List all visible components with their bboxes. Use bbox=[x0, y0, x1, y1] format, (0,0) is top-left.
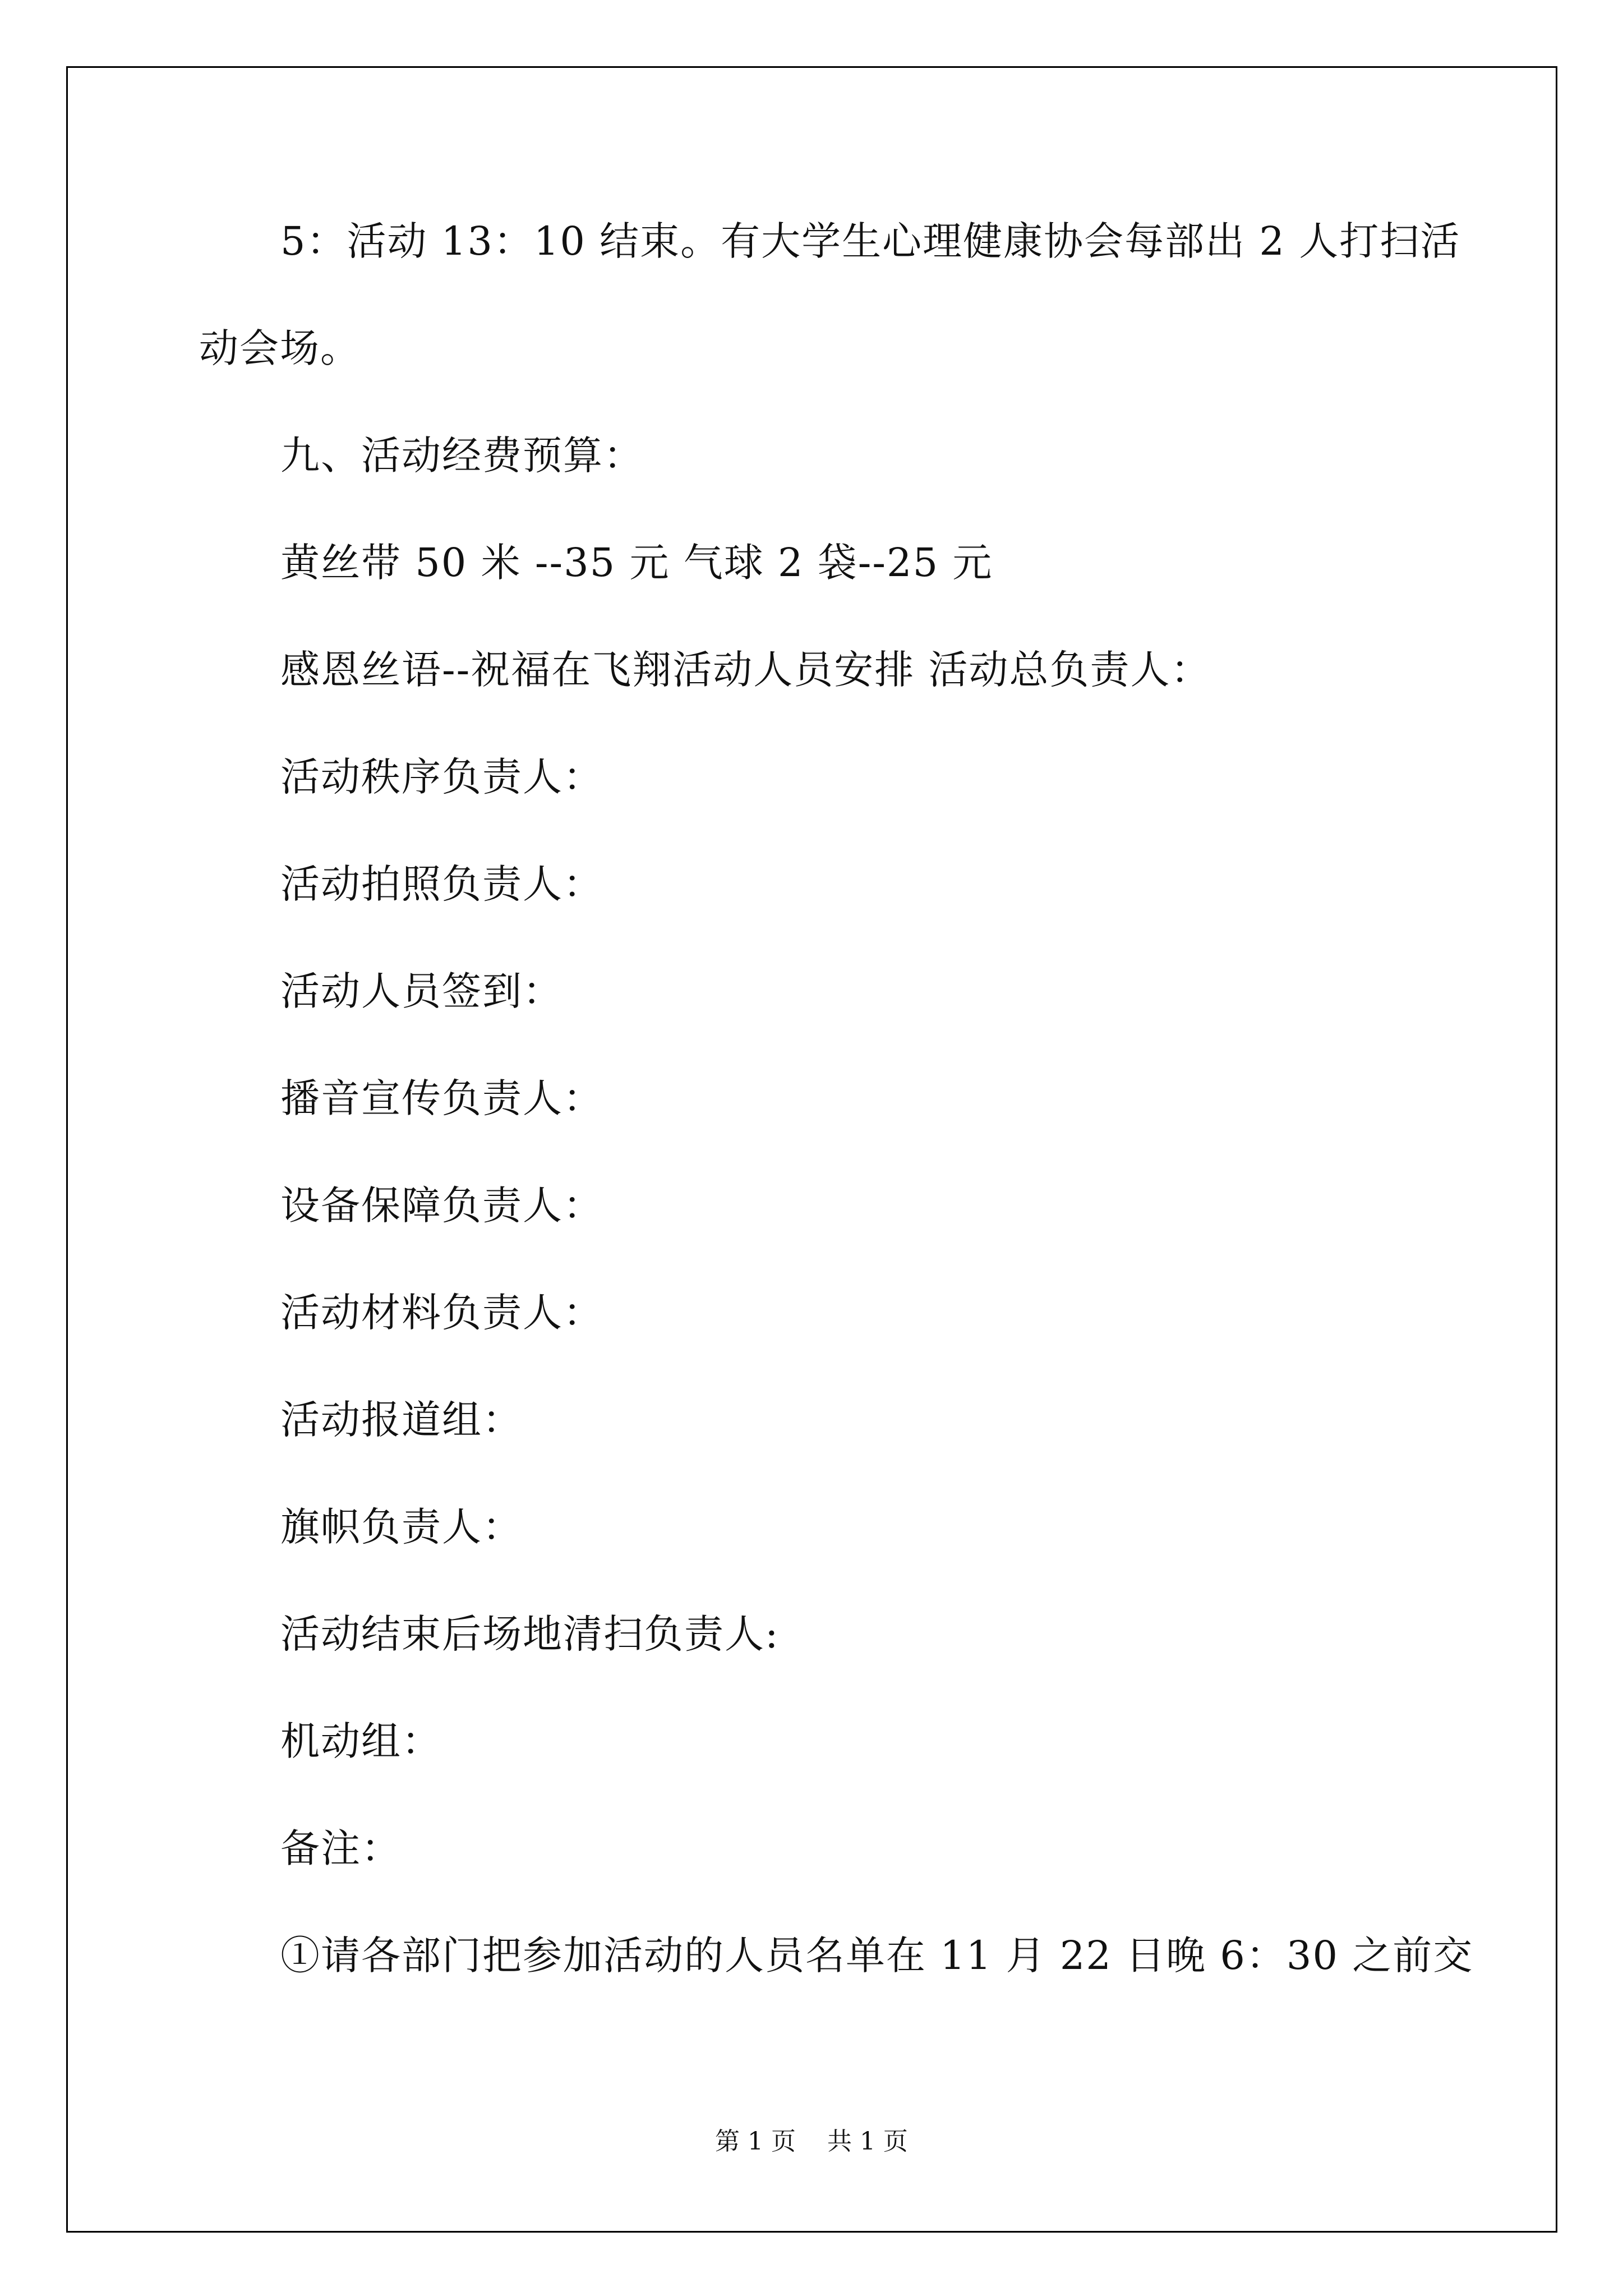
budget-line: 黄丝带 50 米 --35 元 气球 2 袋--25 元 bbox=[280, 540, 993, 586]
page-number-footer: 第 1 页 共 1 页 bbox=[715, 2127, 908, 2156]
role-line: 活动材料负责人： bbox=[280, 1290, 603, 1336]
note-item: ①请各部门把参加活动的人员名单在 11 月 22 日晚 6：30 之前交 bbox=[280, 1932, 1474, 1978]
paragraph-line: 动会场。 bbox=[199, 325, 361, 371]
role-line: 活动秩序负责人： bbox=[280, 754, 603, 800]
role-line: 活动结束后场地清扫负责人: bbox=[280, 1611, 780, 1657]
role-line: 活动人员签到： bbox=[280, 968, 563, 1014]
notes-heading: 备注： bbox=[280, 1825, 402, 1871]
role-line: 播音宣传负责人： bbox=[280, 1075, 603, 1121]
role-line: 活动报道组： bbox=[280, 1397, 523, 1443]
section-heading: 九、活动经费预算： bbox=[280, 432, 644, 478]
role-line: 活动拍照负责人： bbox=[280, 861, 603, 907]
document-body bbox=[199, 218, 1474, 2043]
staffing-line: 感恩丝语--祝福在飞翔活动人员安排 活动总负责人： bbox=[280, 647, 1211, 693]
paragraph-line: 5：活动 13：10 结束。有大学生心理健康协会每部出 2 人打扫活 bbox=[280, 218, 1461, 264]
role-line: 设备保障负责人： bbox=[280, 1182, 603, 1228]
role-line: 机动组： bbox=[280, 1718, 442, 1764]
role-line: 旗帜负责人： bbox=[280, 1504, 523, 1550]
